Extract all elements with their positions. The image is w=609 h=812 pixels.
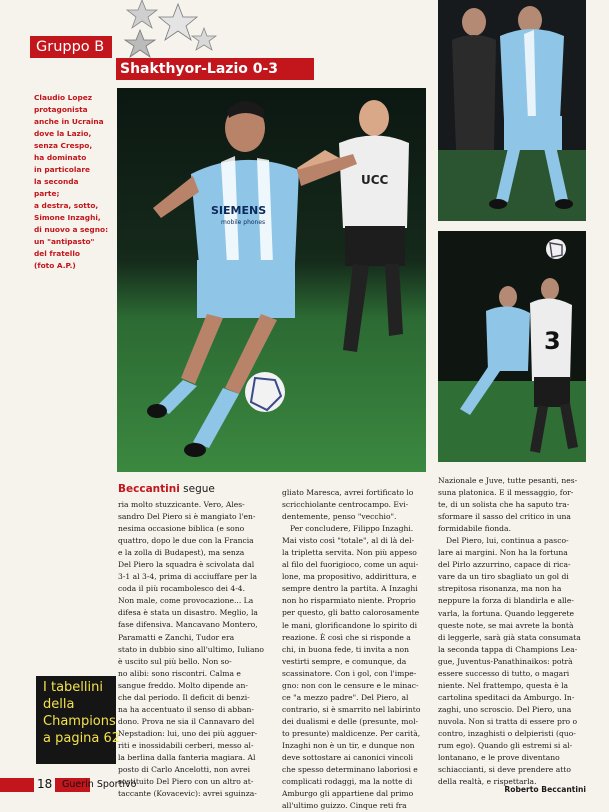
section-label bbox=[118, 481, 215, 497]
caption-line: anche in Ucraina bbox=[34, 117, 104, 126]
article-line: Amburgo gli appartiene dal primo bbox=[282, 789, 414, 799]
article-line: varla, la fortuna. Quando leggerete bbox=[438, 608, 574, 618]
caption-line: in particolare bbox=[34, 165, 90, 174]
article-line: gue, Juventus-Panathinaikos: potrà bbox=[438, 656, 573, 666]
author-signature: Roberto Beccantini bbox=[504, 785, 586, 794]
caption-line: ha dominato bbox=[34, 153, 87, 162]
magazine-name: Guerin Sportivo bbox=[62, 779, 137, 790]
article-line: nesima occasione biblica (e sono bbox=[118, 524, 245, 534]
main-photo bbox=[117, 88, 426, 472]
article-line: vare da un tiro sbagliato un gol di bbox=[438, 572, 569, 582]
article-line: dei dualismi e delle (presunte, mol- bbox=[282, 716, 419, 726]
article-line: gliato Maresca, avrei fortificato lo bbox=[282, 488, 414, 497]
article-line: sformare il sasso del critico in una bbox=[438, 512, 571, 522]
article-line: contrario, si è smarrito nel labirinto bbox=[282, 704, 421, 714]
article-line: all'ultimo guizzo. Cinque reti fra bbox=[282, 801, 407, 811]
sidebox-line: della bbox=[43, 697, 75, 712]
shirt-sponsor: SIEMENS bbox=[211, 204, 267, 217]
caption-line: protagonista bbox=[34, 105, 88, 114]
article-line: Mai visto così "totale", al di là del- bbox=[282, 536, 415, 546]
article-line: Del Piero la squadra è scivolata dal bbox=[118, 560, 255, 570]
caption-line: la seconda bbox=[34, 177, 79, 186]
caption-line: Claudio Lopez bbox=[34, 93, 93, 102]
article-line: sempre dentro la partita. A Inzaghi bbox=[282, 584, 418, 594]
article-line: posto di Carlo Ancelotti, non avrei bbox=[118, 765, 251, 775]
article-line: vestirti sempre, e comunque, da bbox=[282, 656, 407, 666]
article-line: Paramatti e Zanchi, Tudor era bbox=[118, 632, 235, 642]
article-line: reazione. È così che si risponde a bbox=[282, 632, 411, 642]
article-line: Non male, come provocazione... La bbox=[118, 596, 254, 606]
article-line: coda il più rocambolesco dei 4-4. bbox=[118, 584, 246, 594]
football bbox=[245, 372, 285, 412]
caption-line: del fratello bbox=[34, 249, 80, 258]
article-line: sandro Del Piero si è mangiato l'en- bbox=[118, 512, 256, 522]
article-line: per questo, gli batto calorosamente bbox=[282, 608, 420, 618]
article-line: non ho risparmiato niente. Proprio bbox=[282, 596, 416, 606]
article-line: quattro, dopo le due con la Francia bbox=[118, 536, 254, 546]
article-line: no alibi: sono riscontri. Calma e bbox=[118, 668, 241, 678]
article-line: schiaccianti, si deve prendere atto bbox=[438, 765, 571, 775]
sidebox-line: I tabellini bbox=[43, 680, 103, 695]
article-line: gno: non con le censure e le minac- bbox=[282, 680, 419, 690]
article-line: è uscito sul più bello. Non so- bbox=[118, 656, 232, 666]
article-line: di leggerle, sarà già stata consumata bbox=[438, 632, 581, 642]
article-line: formidabile fionda. bbox=[438, 524, 511, 534]
article-line: del Pirlo azzurrino, capace di rica- bbox=[438, 560, 571, 570]
shirt-sponsor-subtext: mobile phones bbox=[221, 219, 266, 226]
inzaghi-photo bbox=[438, 231, 586, 462]
section-author-name: Beccantini bbox=[118, 483, 180, 495]
article-line: lone, ma propositivo, addirittura, e bbox=[282, 572, 417, 582]
champions-league-stars-logo bbox=[112, 0, 217, 58]
caption-line: a destra, sotto, bbox=[34, 201, 99, 210]
article-line: stato in dubbio sino all'ultimo, Iuliano bbox=[118, 644, 264, 654]
article-line: niente. Nel frattempo, questa è la bbox=[438, 680, 569, 690]
caption-line: dove la Lazio, bbox=[34, 129, 92, 138]
article-line: contro, inzaghisti o delpieristi (quo- bbox=[438, 728, 576, 738]
article-line: te, di un solista che ha saputo tra- bbox=[438, 500, 570, 510]
caption-line: parte; bbox=[34, 189, 60, 198]
article-line: complicati rodaggi, ma la notte di bbox=[282, 777, 413, 787]
article-line: Nazionale e Juve, tutte pesanti, nes- bbox=[438, 476, 578, 485]
article-column-1 bbox=[118, 499, 278, 800]
article-line: nuvola. Non si tratta di essere pro o bbox=[438, 716, 578, 726]
caption-line: (foto A.P.) bbox=[34, 261, 76, 270]
article-line: riti e inossidabili cerberi, messo al- bbox=[118, 740, 254, 750]
match-title: Shakthyor-Lazio 0-3 bbox=[116, 58, 314, 80]
article-line: Del Piero, lui, continua a pasco- bbox=[446, 536, 569, 546]
article-line: rum ego). Quando gli estremi si al- bbox=[438, 741, 573, 751]
article-line: Nepstadion: lui, uno dei più agguer- bbox=[118, 728, 258, 738]
article-line: cartolina speditaci da Amburgo. In- bbox=[438, 692, 575, 702]
opponent-shirt-text: UCC bbox=[361, 173, 389, 187]
article-line: la berlina dalla fanteria magiara. Al bbox=[118, 752, 256, 762]
article-line: al filo del fuorigioco, come un aqui- bbox=[282, 560, 419, 570]
article-line: queste note, se mai avrete la bontà bbox=[438, 620, 574, 630]
article-line: scricchiolante centrocampo. Evi- bbox=[282, 500, 409, 510]
caption-line: un "antipasto" bbox=[34, 237, 95, 246]
page-number: 18 bbox=[34, 777, 55, 792]
article-line: la seconda tappa di Champions Lea- bbox=[438, 644, 578, 654]
section-suffix: segue bbox=[183, 483, 215, 495]
article-line: sostituito Del Piero con un altro at- bbox=[118, 777, 254, 787]
photo-caption bbox=[34, 92, 114, 272]
caption-line: di nuovo a segno: bbox=[34, 225, 109, 234]
article-line: scassinatore. Con i gol, con l'impe- bbox=[282, 668, 417, 678]
sidebox-line: a pagina 62 bbox=[43, 731, 121, 746]
article-line: lontanano, e le prove diventano bbox=[438, 753, 560, 763]
article-line: strepitosa risonanza, ma non ha bbox=[438, 584, 562, 594]
article-line: Inzaghi non è un tir, e dunque non bbox=[282, 740, 415, 750]
group-label: Gruppo B bbox=[30, 36, 112, 58]
article-line: le mani, glorificandone lo spirito di bbox=[282, 620, 418, 630]
article-line: taccante (Kovacevic): avrei sguinza- bbox=[118, 789, 257, 799]
article-line: e la zolla di Budapest), ma senza bbox=[118, 548, 245, 558]
article-line: na ha accentuato il senso di abban- bbox=[118, 704, 254, 714]
football bbox=[546, 239, 566, 259]
stats-reference-box bbox=[36, 676, 121, 764]
article-column-3 bbox=[438, 475, 588, 788]
article-line: deve sottostare ai canonici vincoli bbox=[282, 753, 414, 763]
article-line: difesa è stata un disastro. Meglio, la bbox=[118, 608, 258, 618]
article-line: zaghi, uno scroscio. Del Piero, una bbox=[438, 704, 572, 714]
article-line: dentemente, penso "vecchio". bbox=[282, 512, 397, 522]
article-line: ce "a mezzo padre". Del Piero, al bbox=[282, 692, 409, 702]
article-line: dono. Prova ne sia il Cannavaro del bbox=[118, 716, 255, 726]
jersey-number: 3 bbox=[544, 327, 561, 355]
article-line: 3-1 al 3-4, prima di acciuffare per la bbox=[118, 572, 258, 582]
article-line: la tripletta servita. Non più appeso bbox=[282, 548, 417, 558]
article-line: neppure la forza di blandirla e alle- bbox=[438, 596, 574, 606]
article-line: chi, in buona fede, ti invita a non bbox=[282, 644, 409, 654]
article-line: suna platonica. E il messaggio, for- bbox=[438, 488, 574, 498]
celebration-photo bbox=[438, 0, 586, 221]
article-column-2 bbox=[282, 487, 434, 812]
article-line: che spesso determinano laboriosi e bbox=[282, 765, 418, 775]
article-line: essere successo di tutto, o magari bbox=[438, 668, 570, 678]
article-line: che dal periodo. Il deficit di benzi- bbox=[118, 692, 250, 702]
caption-line: Simone Inzaghi, bbox=[34, 213, 101, 222]
article-line: Per concludere, Filippo Inzaghi. bbox=[290, 524, 414, 534]
article-line: lare ai margini. Non ha la fortuna bbox=[438, 548, 568, 558]
caption-line: senza Crespo, bbox=[34, 141, 93, 150]
sidebox-line: Champions bbox=[43, 714, 116, 729]
article-line: fase difensiva. Mancavano Montero, bbox=[118, 620, 258, 630]
article-line: ria molto stuzzicante. Vero, Ales- bbox=[118, 500, 245, 509]
article-line: to presunte) maldicenze. Per carità, bbox=[282, 728, 421, 738]
article-line: sangue freddo. Molto dipende an- bbox=[118, 680, 248, 690]
article-line: della realtà, e rispettarla. bbox=[438, 777, 537, 787]
